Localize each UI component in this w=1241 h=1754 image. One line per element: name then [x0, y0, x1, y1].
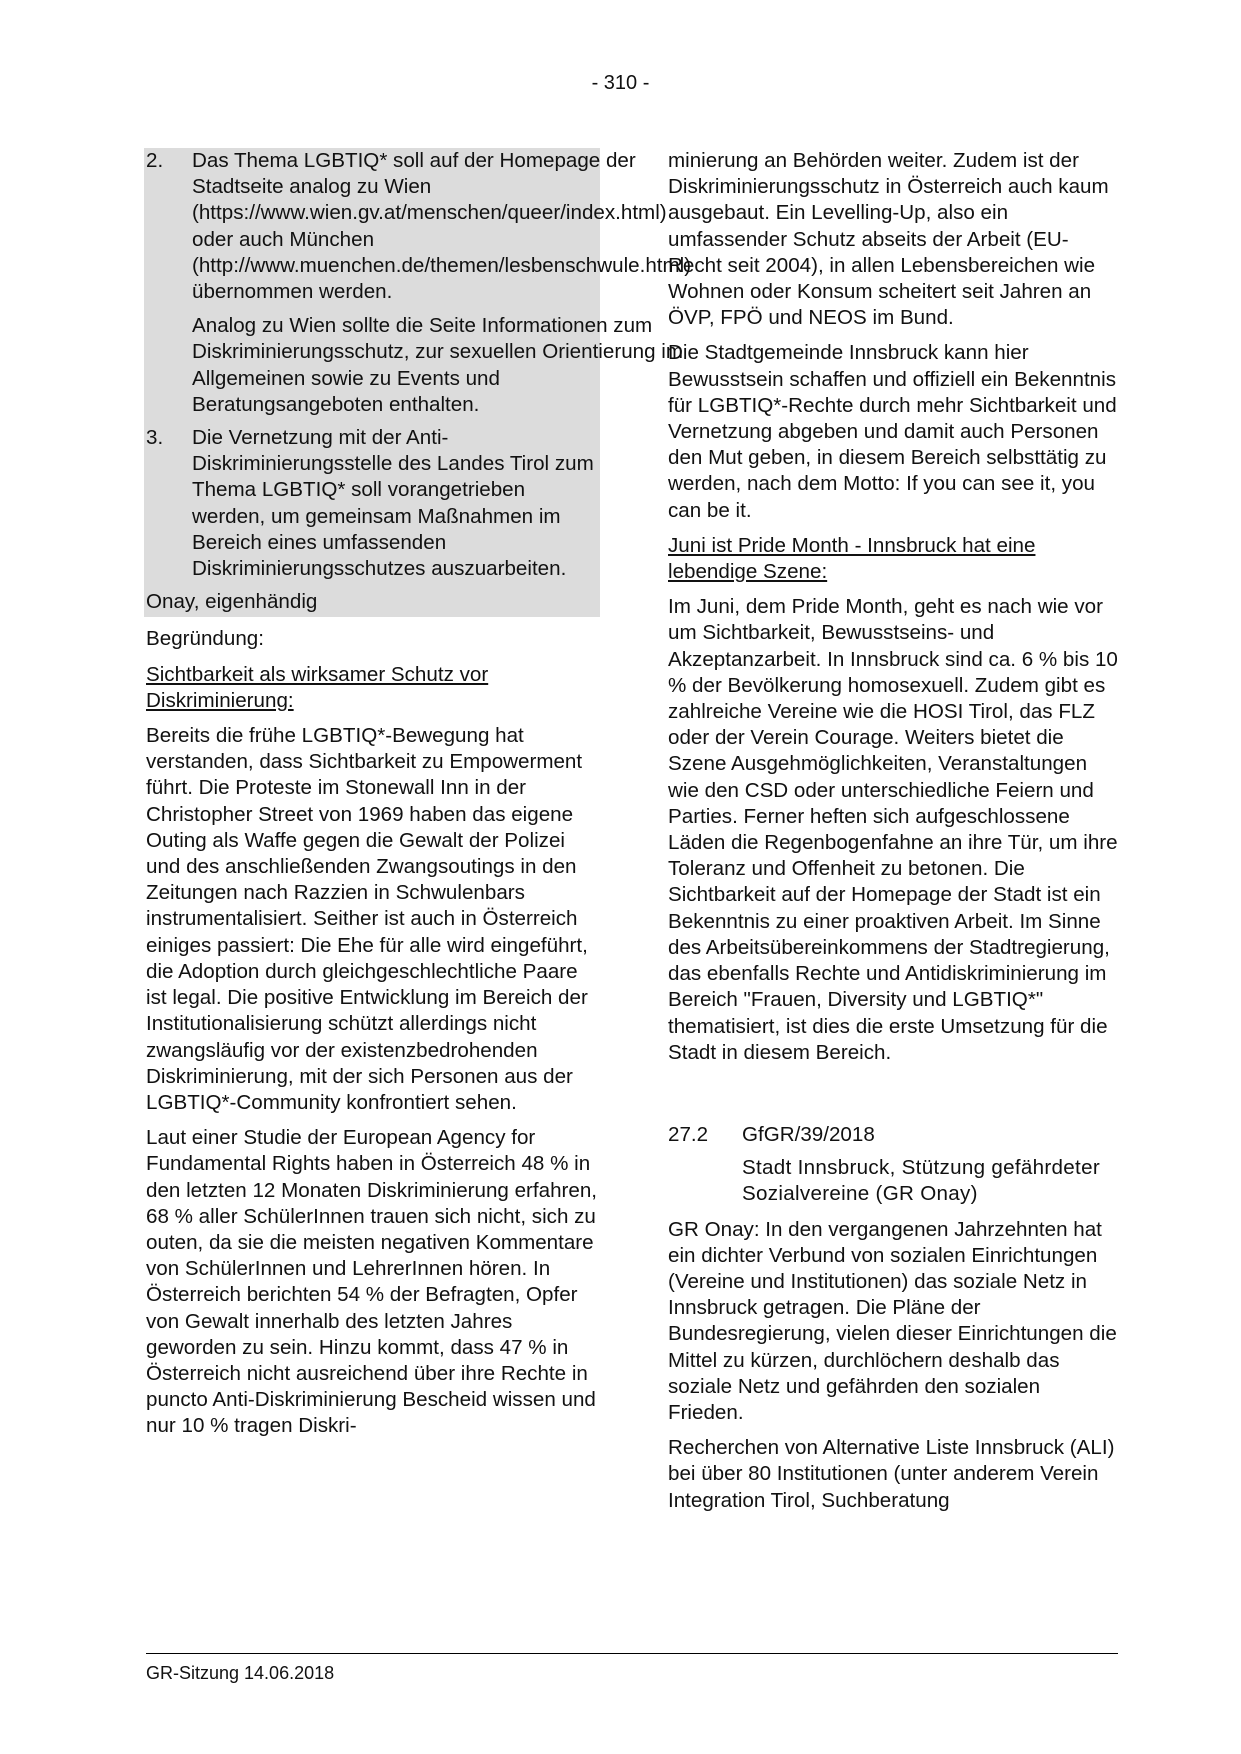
body-paragraph: Im Juni, dem Pride Month, geht es nach wie vor um Sichtbarkeit, Bewusstseins- und Akzeptanzarbeit. In Innsbruck sind ca. 6 % bis 10 % der Bevölkerung homosexuell. Zudem gibt es zahlreiche Vereine wie die HOSI Tirol, das FLZ oder der Verein Courage. Weiters bietet die Szene Ausgehmöglichkeiten, Veranstaltungen wie den CSD oder unterschiedliche Feiern und Parties. Ferner heften sich aufgeschlossene Läden die Regenbogenfahne an ihre Tür, um ihre Toleranz und Offenheit zu betonen. Die Sichtbarkeit auf der Homepage der Stadt ist ein Bekenntnis zu einer proaktiven Arbeit. Im Sinne des Arbeitsübereinkommens der Stadtregierung, das ebenfalls Rechte und Antidiskriminierung im Bereich "Frauen, Diversity und LGBTIQ*" thematisiert, ist dies die erste Umsetzung für die Stadt in diesem Bereich. — [668, 595, 1118, 1064]
body-paragraph: Die Stadtgemeinde Innsbruck kann hier Bewusstsein schaffen und offiziell ein Bekenntnis für LGBTIQ*-Rechte durch mehr Sichtbarkeit und Vernetzung abgeben und damit auch Personen den Mut geben, in diesem Bereich selbsttätig zu werden, nach dem Motto: If you can see it, you can be it. — [668, 341, 1117, 522]
footer-divider — [146, 1653, 1118, 1654]
motion-item-3 — [146, 425, 594, 582]
begruendung-label: Begründung: — [146, 627, 264, 651]
agenda-item-number: 27.2 — [668, 1122, 709, 1146]
item-paragraph: Die Vernetzung mit der Anti-Diskriminierungsstelle des Landes Tirol zum Thema LGBTIQ* soll vorangetrieben werden, um gemeinsam Maßnahmen im Bereich eines umfassenden Diskriminierungsschutzes auszuarbeiten. — [192, 426, 594, 581]
item-body — [192, 148, 691, 418]
agenda-item-header — [668, 1122, 1118, 1148]
section-heading-sichtbarkeit: Sichtbarkeit als wirksamer Schutz vor Diskriminierung: — [146, 662, 489, 712]
item-number: 3. — [146, 426, 164, 450]
right-column — [668, 148, 1118, 1523]
body-paragraph: minierung an Behörden weiter. Zudem ist der Diskriminierungsschutz in Österreich auch kaum ausgebaut. Ein Levelling-Up, also ein umfassender Schutz abseits der Arbeit (EU-Recht seit 2004), in allen Lebensbereichen wie Wohnen oder Konsum scheitert seit Jahren an ÖVP, FPÖ und NEOS im Bund. — [668, 149, 1109, 330]
body-paragraph: Recherchen von Alternative Liste Innsbruck (ALI) bei über 80 Institutionen (unter anderem Verein Integration Tirol, Suchberatung — [668, 1436, 1115, 1512]
body-paragraph: Laut einer Studie der European Agency for Fundamental Rights haben in Österreich 48 % in den letzten 12 Monaten Diskriminierung erfahren, 68 % aller SchülerInnen trauen sich nicht, sich zu outen, da sie die meisten negativen Kommentare von SchülerInnen und LehrerInnen hören. In Österreich berichten 54 % der Befragten, Opfer von Gewalt innerhalb des letzten Jahres geworden zu sein. Hinzu kommt, dass 47 % in Österreich nicht ausreichend über ihre Rechte in puncto Anti-Diskriminierung Bescheid wissen und nur 10 % tragen Diskri- — [146, 1126, 598, 1438]
body-paragraph: Bereits die frühe LGBTIQ*-Bewegung hat verstanden, dass Sichtbarkeit zu Empowerment führt. Die Proteste im Stonewall Inn in der Christopher Street von 1969 haben das eigene Outing als Waffe gegen die Gewalt der Polizei und des anschließenden Zwangsoutings in den Zeitungen nach Razzien in Schwulenbars instrumentalisiert. Seither ist auch in Österreich einiges passiert: Die Ehe für alle wird eingeführt, die Adoption durch gleichgeschlechtliche Paare ist legal. Die positive Entwicklung im Bereich der Institutionalisierung schützt allerdings nicht zwangsläufig vor der existenzbedrohenden Diskriminierung, mit der sich Personen aus der LGBTIQ*-Community konfrontiert sehen. — [146, 724, 588, 1114]
agenda-item-title: Stadt Innsbruck, Stützung gefährdeter Sozialvereine (GR Onay) — [742, 1156, 1100, 1206]
body-paragraph: GR Onay: In den vergangenen Jahrzehnten hat ein dichter Verbund von sozialen Einrichtungen (Vereine und Institutionen) das soziale Netz in Innsbruck getragen. Die Pläne der Bundesregierung, vielen dieser Einrichtungen die Mittel zu kürzen, durchlöchern deshalb das soziale Netz und gefährden den sozialen Frieden. — [668, 1217, 1117, 1424]
item-paragraph: Analog zu Wien sollte die Seite Informationen zum Diskriminierungsschutz, zur sexuellen Orientierung im Allgemeinen sowie zu Events und Beratungsangeboten enthalten. — [192, 314, 684, 416]
page-number: - 310 - — [591, 72, 650, 94]
motion-box — [144, 148, 692, 617]
item-paragraph: Das Thema LGBTIQ* soll auf der Homepage der Stadtseite analog zu Wien (https://www.wien.gv.at/menschen/queer/index.html) oder auch München (http://www.muenchen.de/themen/lesbenschwule.html) übernommen werden. — [192, 149, 692, 304]
item-number: 2. — [146, 149, 164, 172]
motion-item-2 — [146, 148, 692, 418]
item-body — [192, 425, 594, 582]
signature: Onay, eigenhändig — [146, 590, 318, 614]
agenda-item-code: GfGR/39/2018 — [742, 1122, 875, 1146]
section-heading-pride-month: Juni ist Pride Month - Innsbruck hat eine lebendige Szene: — [668, 533, 1036, 584]
footer-session-date: GR-Sitzung 14.06.2018 — [146, 1663, 335, 1683]
